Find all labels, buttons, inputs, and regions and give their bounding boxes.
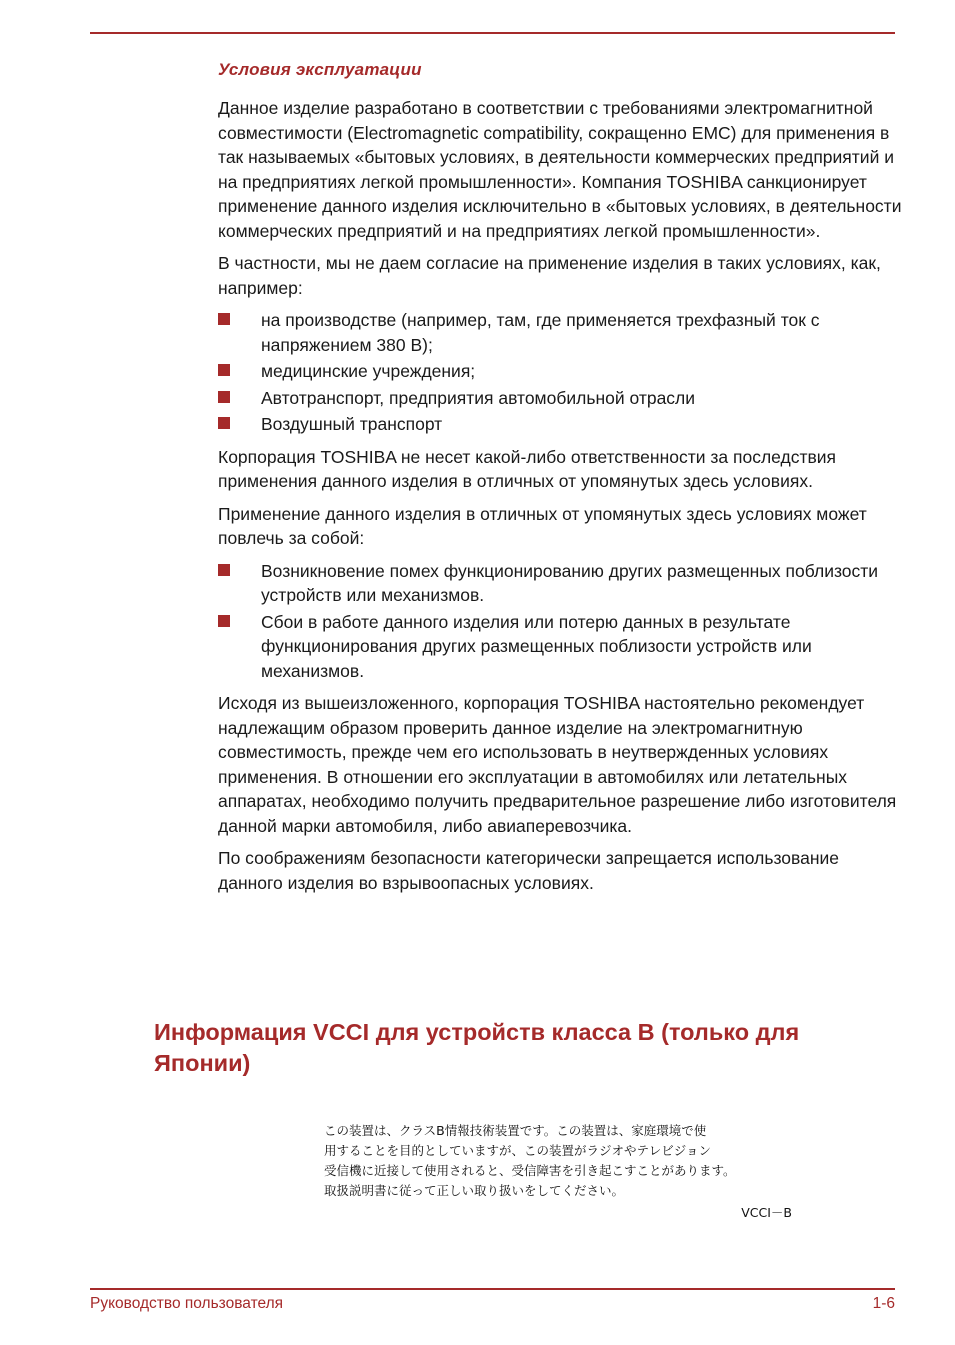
vcci-notice xyxy=(324,1121,804,1223)
paragraph: По соображениям безопасности категорически запрещается использование данного изделия во взрывоопасных условиях. xyxy=(218,848,840,893)
bullet-square-icon xyxy=(218,391,230,403)
footer-title: Руководство пользователя xyxy=(90,1295,284,1312)
paragraph: Применение данного изделия в отличных от упомянутых здесь условиях может повлечь за собой: xyxy=(218,503,867,548)
list-item xyxy=(218,308,908,357)
list-item-text: Воздушный транспорт xyxy=(261,414,443,434)
paragraph: Исходя из вышеизложенного, корпорация TOSHIBA настоятельно рекомендует надлежащим образом проверить данное изделие на электромагнитную совместимость, прежде чем его использовать в неутвержденных условиях применения. В отношении его эксплуатации в автомобилях или летательных аппаратах, необходимо получить предварительное разрешение либо изготовителя данной марки автомобиля, либо авиаперевозчика. xyxy=(218,693,897,836)
paragraph: Данное изделие разработано в соответствии с требованиями электромагнитной совместимости (Electromagnetic compatibility, сокращенно EMC) для применения в так называемых «бытовых условиях, в деятельности коммерческих предприятий и на предприятиях легкой промышленности». Компания TOSHIBA санкционирует применение данного изделия исключительно в «бытовых условиях, в деятельности коммерческих предприятий и на предприятиях легкой промышленности». xyxy=(218,98,902,241)
list-item-text: Сбои в работе данного изделия или потерю данных в результате функционирования других размещенных поблизости устройств или механизмов. xyxy=(261,611,812,681)
list-item xyxy=(218,412,908,437)
list-item-text: на производстве (например, там, где применяется трехфазный ток с напряжением 380 В); xyxy=(261,310,820,355)
vcci-notice-line: この装置は、クラスB情報技術装置です。この装置は、家庭環境で使 xyxy=(324,1123,707,1138)
bullet-list xyxy=(218,308,908,437)
list-item xyxy=(218,559,908,608)
vcci-section-title: Информация VCCI для устройств класса B (только для Японии) xyxy=(154,1019,800,1076)
paragraph: Корпорация TOSHIBA не несет какой-либо ответственности за последствия применения данного изделия в отличных от упомянутых здесь условиях. xyxy=(218,446,837,491)
bullet-square-icon xyxy=(218,417,230,429)
list-item xyxy=(218,359,908,384)
header-rule xyxy=(90,32,895,34)
section-subheading: Условия эксплуатации xyxy=(218,60,422,79)
vcci-notice-line: 受信機に近接して使用されると、受信障害を引き起こすことがあります。 xyxy=(324,1163,736,1178)
list-item-text: медицинские учреждения; xyxy=(261,361,476,381)
section-content xyxy=(218,60,908,903)
list-item xyxy=(218,386,908,411)
vcci-notice-line: 取扱説明書に従って正しい取り扱いをしてください。 xyxy=(324,1183,625,1198)
bullet-list xyxy=(218,559,908,684)
bullet-square-icon xyxy=(218,364,230,376)
paragraph: В частности, мы не даем согласие на применение изделия в таких условиях, как, например: xyxy=(218,253,881,298)
vcci-code: VCCI－B xyxy=(741,1205,792,1220)
page-number: 1-6 xyxy=(872,1295,895,1312)
vcci-notice-line: 用することを目的としていますが、この装置がラジオやテレビジョン xyxy=(324,1143,712,1158)
list-item-text: Возникновение помех функционированию других размещенных поблизости устройств или механизмов. xyxy=(261,560,879,605)
list-item xyxy=(218,610,908,684)
list-item-text: Автотранспорт, предприятия автомобильной отрасли xyxy=(261,387,696,408)
bullet-square-icon xyxy=(218,313,230,325)
bullet-square-icon xyxy=(218,615,230,627)
footer-rule xyxy=(90,1288,895,1290)
bullet-square-icon xyxy=(218,564,230,576)
